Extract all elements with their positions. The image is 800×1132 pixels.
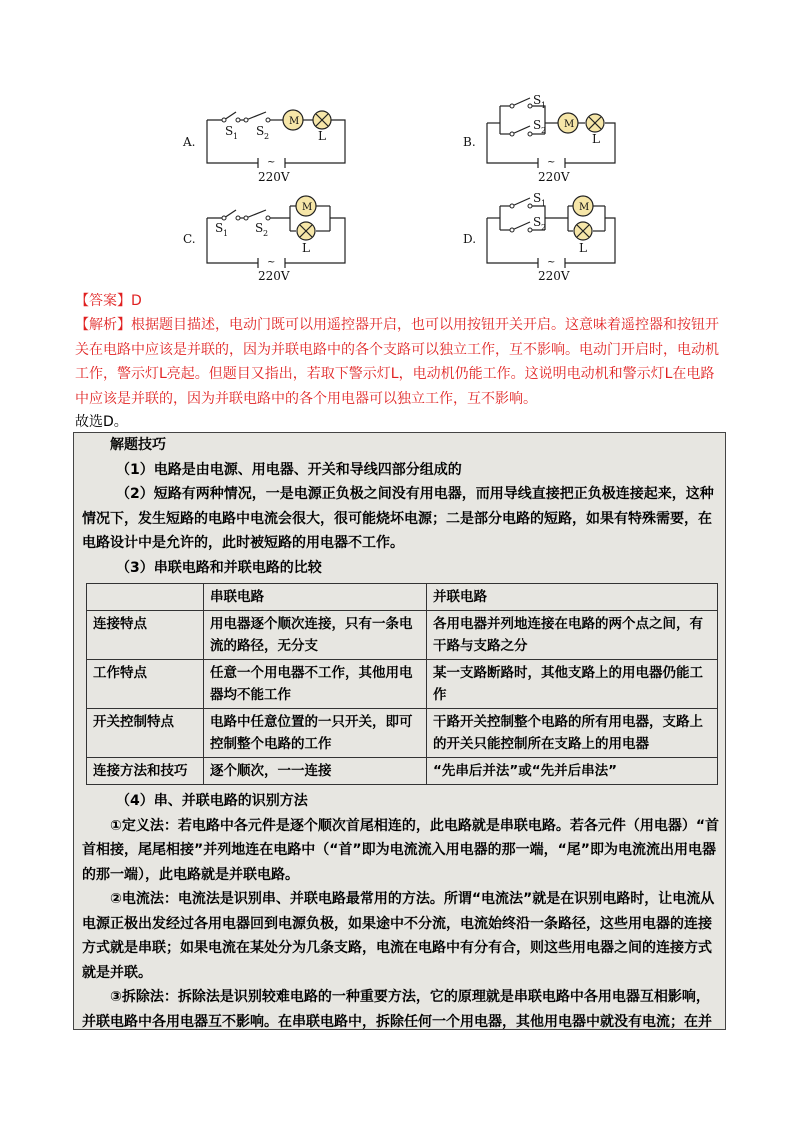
table-cell: 任意一个用电器不工作，其他用电器均不能工作 [204,660,427,709]
table-header-cell: 并联电路 [427,584,718,611]
option-label-a: A. [183,135,196,149]
table-cell: “先串后并法”或“先并后串法” [427,758,718,785]
switch-subscript: 1 [541,101,547,110]
table-header-cell: 串联电路 [204,584,427,611]
option-label-c: C. [183,232,196,246]
table-row [87,660,718,709]
tips-method-removal: ③拆除法：拆除法是识别较难电路的一种重要方法，它的原理就是串联电路中各用电器互相影响，并联电路中各用电器互不影响。在串联电路中，拆除任何一个用电器，其他用电器中就没有电流；在并 [82,989,712,1030]
tips-point-4: （4）串、并联电路的识别方法 [116,793,308,809]
table-cell: 某一支路断路时，其他支路上的用电器仍能工作 [427,660,718,709]
motor-label: M [302,202,313,213]
ac-symbol: ~ [547,157,556,168]
switch-label: S [215,221,224,235]
table-cell: 连接特点 [87,611,204,660]
switch-label: S [533,118,542,132]
switch-label: S [256,124,265,138]
ac-symbol: ~ [267,157,276,168]
table-cell: 连接方法和技巧 [87,758,204,785]
motor-label: M [579,202,590,213]
voltage-label: 220V [538,269,570,283]
table-cell: 各用电器并列地连接在电路的两个点之间，有干路与支路之分 [427,611,718,660]
switch-subscript: 2 [541,223,547,232]
switch-subscript: 2 [263,229,269,238]
lamp-icon [574,222,592,240]
switch-label: S [225,124,234,138]
ac-symbol: ~ [267,257,276,268]
table-row [87,709,718,758]
circuit-diagrams [0,0,800,290]
voltage-label: 220V [258,269,290,283]
table-cell: 干路开关控制整个电路的所有用电器，支路上的开关只能控制所在支路上的用电器 [427,709,718,758]
tips-point-2: （2）短路有两种情况，一是电源正负极之间没有用电器，而用导线直接把正负极连接起来，这种情况下，发生短路的电路中电流会很大，很可能烧坏电源；二是部分电路的短路，如果有特殊需要，在电路设计中是允许的，此时被短路的用电器不工作。 [82,486,714,551]
explanation-text: 【解析】根据题目描述，电动门既可以用遥控器开启，也可以用按钮开关开启。这意味着遥控器和按钮开关在电路中应该是并联的，因为并联电路中的各个支路可以独立工作，互不影响。电动门开启时，电动机工作，警示灯L亮起。但题目又指出，若取下警示灯L，电动机仍能工作。这说明电动机和警示灯L在电路中应该是并联的，因为并联电路中的各个用电器可以独立工作，互不影响。 [75,317,719,407]
option-label-d: D. [463,232,477,246]
tips-method-definition: ①定义法：若电路中各元件是逐个顺次首尾相连的，此电路就是串联电路。若各元件（用电器）“首首相接，尾尾相接”并列地连在电路中（“首”即为电流流入用电器的那一端，“尾”即为电流流出用电器的那一端），此电路就是并联电路。 [82,817,720,883]
answer-line: 【答案】D [75,293,142,309]
tips-point-3: （3）串联电路和并联电路的比较 [116,559,322,576]
voltage-label: 220V [538,170,570,184]
switch-subscript: 2 [264,132,270,141]
lamp-icon [297,222,315,240]
switch-label: S [255,221,264,235]
ac-symbol: ~ [547,257,556,268]
switch-label: S [533,93,542,107]
lamp-label: L [579,241,587,255]
tips-method-current: ②电流法：电流法是识别串、并联电路最常用的方法。所谓“电流法”就是在识别电路时，让电流从电源正极出发经过各用电器回到电源负极，如果途中不分流，电流始终沿一条路径，这些用电器的连接方式就是串联；如果电流在某处分为几条支路，电流在电路中有分有合，则这些用电器之间的连接方式就是并联。 [82,891,715,981]
switch-subscript: 1 [541,199,547,208]
table-row [87,758,718,785]
table-cell: 逐个顺次，一一连接 [204,758,427,785]
tips-title: 解题技巧 [110,437,166,453]
lamp-label: L [302,241,310,255]
table-cell: 开关控制特点 [87,709,204,758]
table-header-cell [87,584,204,611]
comparison-table [86,583,718,785]
motor-label: M [289,116,300,127]
tips-point-1: （1）电路是由电源、用电器、开关和导线四部分组成的 [116,461,462,478]
switch-subscript: 1 [233,132,239,141]
table-header-row [87,584,718,611]
switch-subscript: 2 [541,126,547,135]
lamp-label: L [318,129,326,143]
switch-label: S [533,191,542,205]
lamp-label: L [592,132,600,146]
voltage-label: 220V [258,170,290,184]
motor-label: M [564,119,575,130]
switch-subscript: 1 [223,229,229,238]
table-row [87,611,718,660]
tips-box [73,432,726,1030]
lamp-icon [313,111,331,129]
switch-label: S [533,215,542,229]
table-cell: 用电器逐个顺次连接，只有一条电流的路径，无分支 [204,611,427,660]
table-cell: 电路中任意位置的一只开关，即可控制整个电路的工作 [204,709,427,758]
lamp-icon [586,114,604,132]
option-label-b: B. [463,135,476,149]
conclusion-text: 故选D。 [75,414,128,430]
table-cell: 工作特点 [87,660,204,709]
